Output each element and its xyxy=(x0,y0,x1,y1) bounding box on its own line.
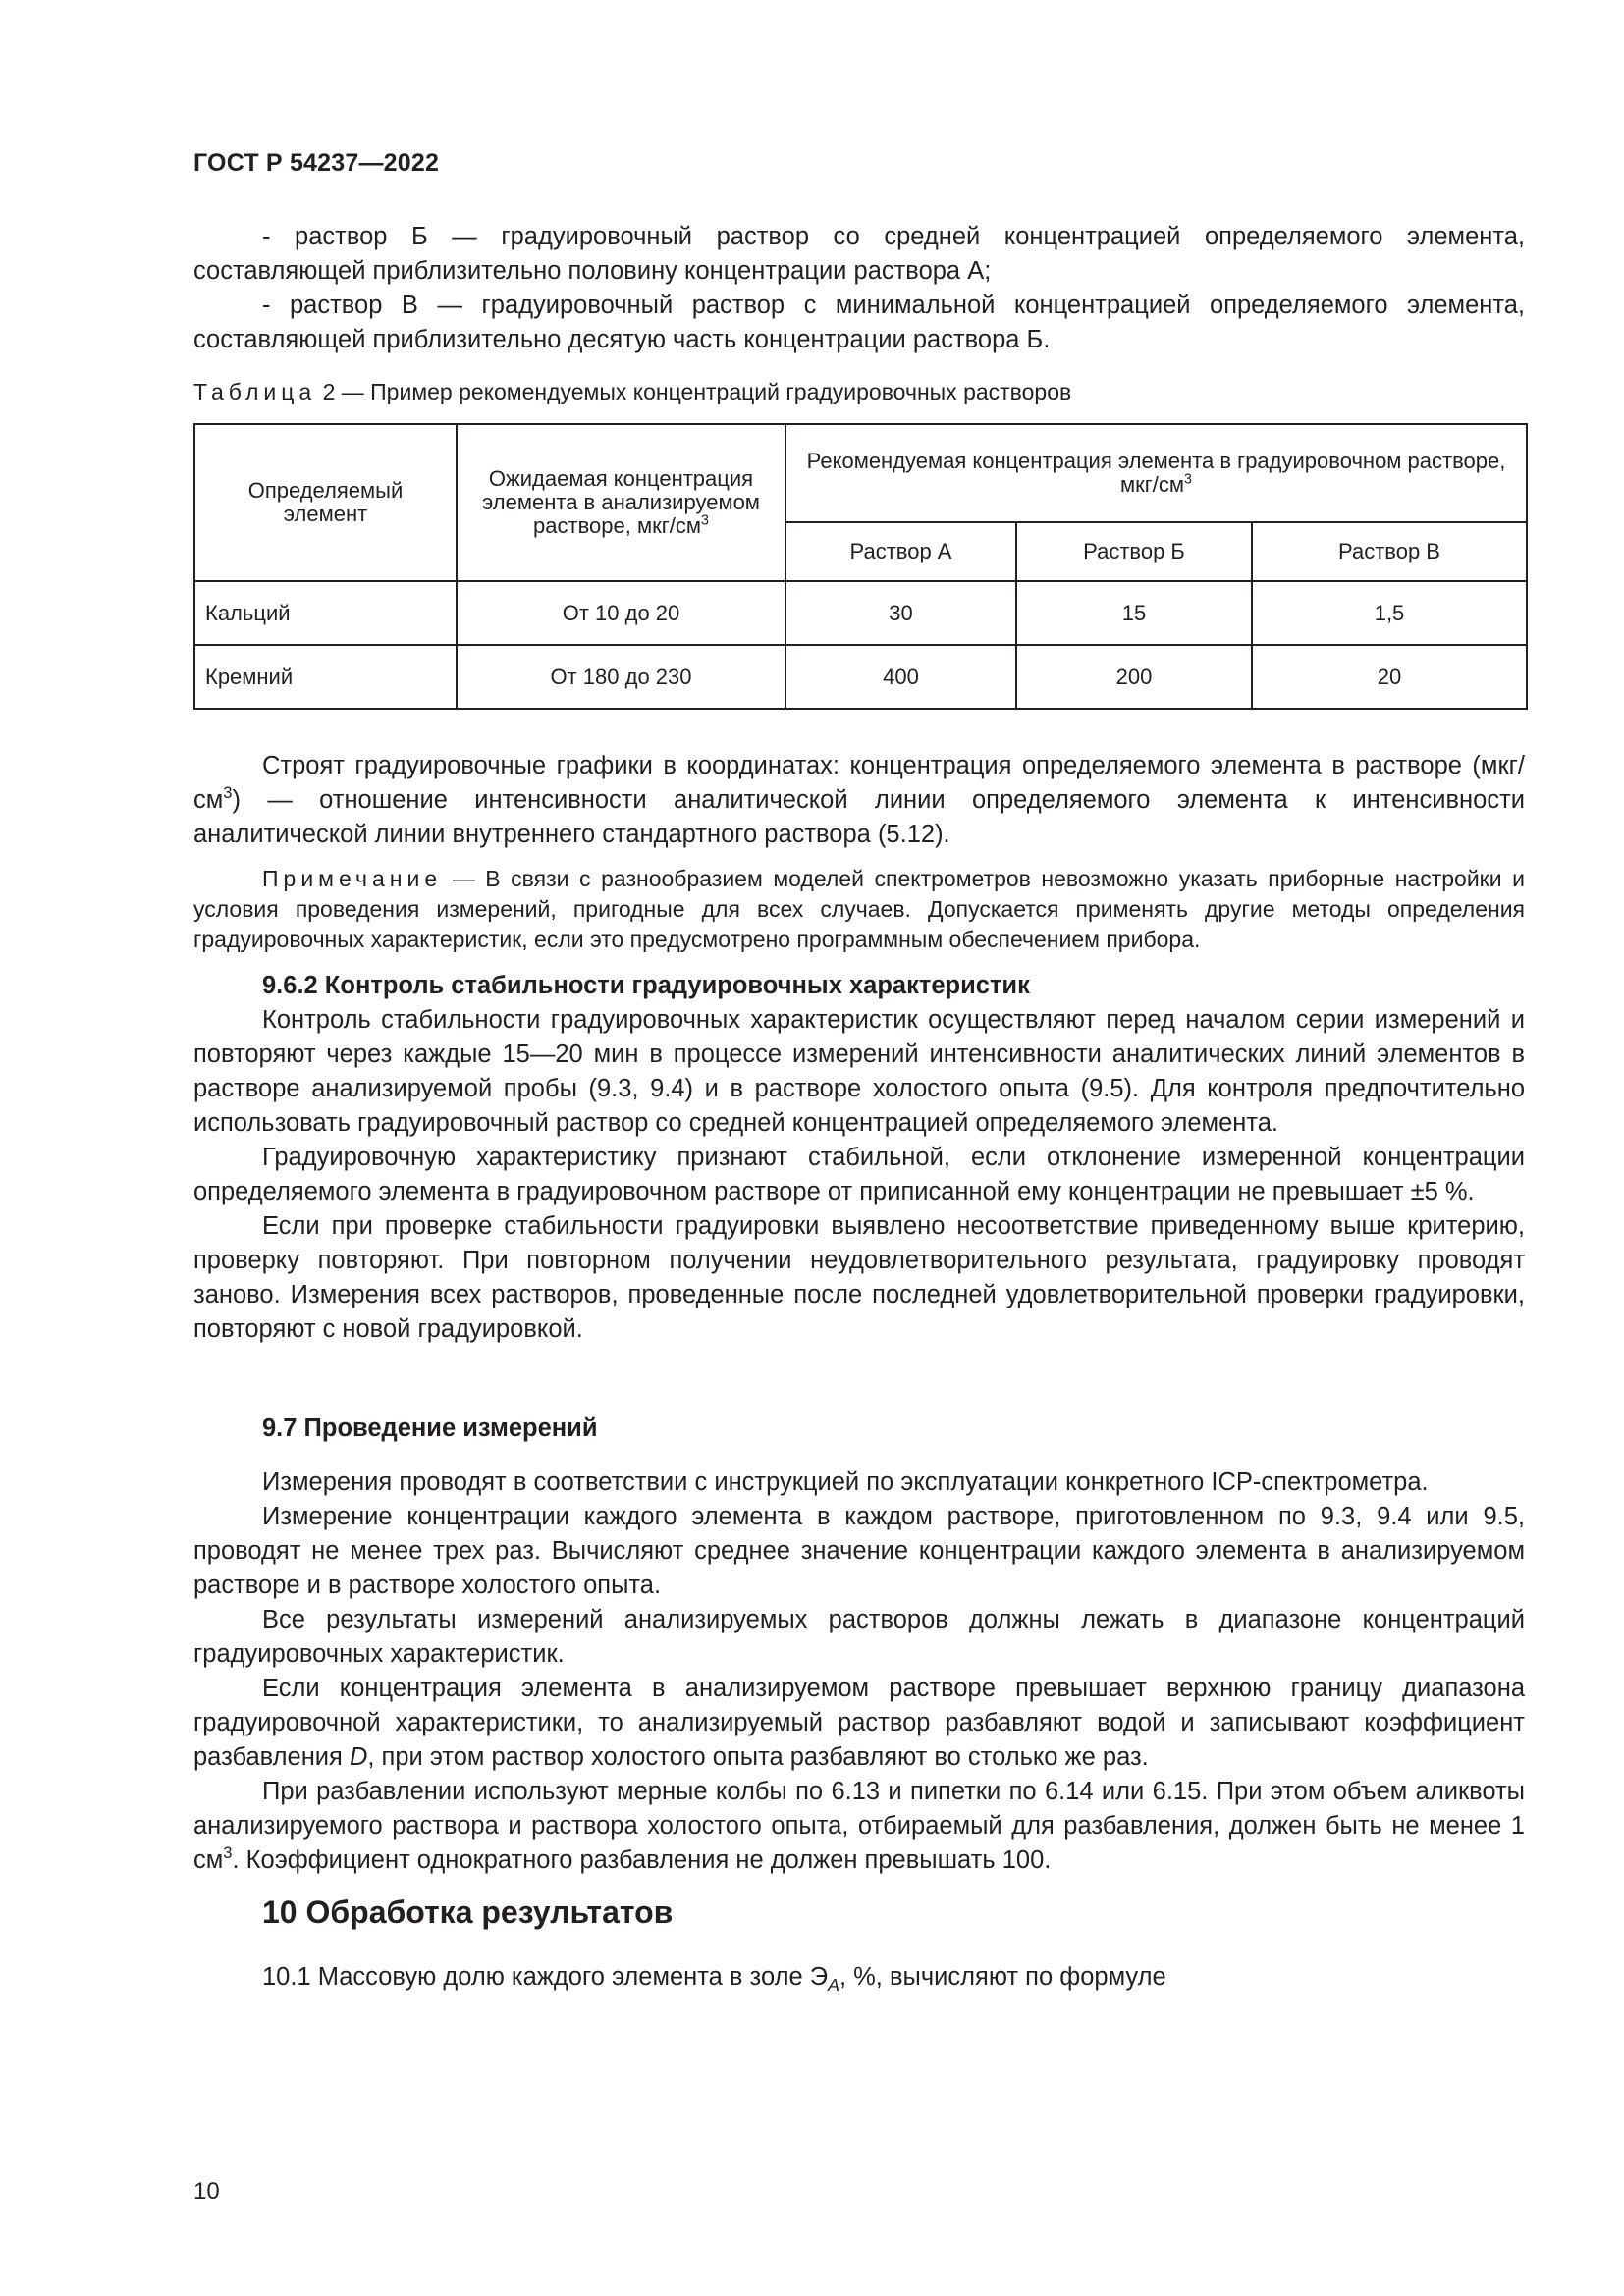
concentration-table xyxy=(193,423,1528,710)
col-header-solution-c: Раствор В xyxy=(1252,522,1527,581)
intro-list xyxy=(193,220,1525,357)
page-number: 10 xyxy=(193,2178,220,2205)
col-header-element: Определяемый элемент xyxy=(194,424,457,581)
col-header-expected: Ожидаемая концентрация элемента в анализируемом растворе, мкг/$см^3$ xyxy=(457,424,785,581)
table-cell: 400 xyxy=(785,645,1016,709)
paragraph: Все результаты измерений анализируемых растворов должны лежать в диапазоне концентраций градуировочных характеристик. xyxy=(193,1606,1525,1668)
col-header-solution-a: Раствор А xyxy=(785,522,1016,581)
section-heading: 9.6.2 Контроль стабильности градуировочных характеристик xyxy=(262,972,1030,999)
table-cell: 30 xyxy=(785,581,1016,645)
section-9-7 xyxy=(193,1412,1525,1878)
table-cell: Кальций xyxy=(194,581,457,645)
document-header: ГОСТ Р 54237—2022 xyxy=(193,149,440,177)
section-heading: 9.7 Проведение измерений xyxy=(262,1415,598,1442)
table-cell: 20 xyxy=(1252,645,1527,709)
table-cell: Кремний xyxy=(194,645,457,709)
note xyxy=(193,864,1525,955)
list-item: - раствор Б — градуировочный раствор со средней концентрацией определяемого элемента, составляющей приблизительно половину концентрации раствора А; xyxy=(193,223,1525,285)
col-header-solution-b: Раствор Б xyxy=(1016,522,1252,581)
paragraph: Контроль стабильности градуировочных характеристик осуществляют перед началом серии измерений и повторяют через каждые 15—20 мин в процессе измерений интенсивности аналитических линий элементов в растворе анализируемой пробы (9.3, 9.4) и в растворе холостого опыта (9.5). Для контроля предпочтительно использовать градуировочный раствор со средней концентрацией определяемого элемента. xyxy=(193,1006,1525,1137)
paragraph: При разбавлении используют мерные колбы по 6.13 и пипетки по 6.14 или 6.15. При этом объем аликвоты анализируемого раствора и раствора холостого опыта, отбираемый для разбавления, должен быть не менее 1 $см^3$. Коэффициент однократного разбавления не должен превышать 100. xyxy=(193,1778,1525,1874)
list-item: - раствор В — градуировочный раствор с минимальной концентрацией определяемого элемента, составляющей приблизительно десятую часть концентрации раствора Б. xyxy=(193,292,1525,353)
table-caption: Таблица 2 — Пример рекомендуемых концентраций градуировочных растворов xyxy=(193,379,1072,404)
table-cell: От 10 до 20 xyxy=(457,581,785,645)
section-9-6-2 xyxy=(193,969,1525,1347)
table-cell: 200 xyxy=(1016,645,1252,709)
col-header-recommended: Рекомендуемая концентрация элемента в градуировочном растворе, мкг/$см^3$ xyxy=(785,424,1527,522)
table-row xyxy=(194,581,1527,645)
note-label: Примечание xyxy=(262,866,443,891)
note-text: — В связи с разнообразием моделей спектрометров невозможно указать приборные настройки и условия проведения измерений, пригодные для всех случаев. Допускается применять другие методы определения градуировочных характеристик, если это предусмотрено программным обеспечением прибора. xyxy=(193,866,1525,952)
section-10-heading: 10 Обработка результатов xyxy=(262,1895,674,1930)
paragraph: Градуировочную характеристику признают стабильной, если отклонение измеренной концентрации определяемого элемента в градуировочном растворе от приписанной ему концентрации не превышает ±5 %. xyxy=(193,1144,1525,1205)
paragraph: Измерение концентрации каждого элемента в каждом растворе, приготовленном по 9.3, 9.4 или 9.5, проводят не менее трех раз. Вычисляют среднее значение концентрации каждого элемента в анализируемом растворе и в растворе холостого опыта. xyxy=(193,1503,1525,1599)
paragraph: Если концентрация элемента в анализируемом растворе превышает верхнюю границу диапазона градуировочной характеристики, то анализируемый раствор разбавляют водой и записывают коэффициент разбавления D, при этом раствор холостого опыта разбавляют во столько же раз. xyxy=(193,1675,1525,1771)
table-cell: 15 xyxy=(1016,581,1252,645)
table-cell: От 180 до 230 xyxy=(457,645,785,709)
graph-paragraph: Строят градуировочные графики в координатах: концентрация определяемого элемента в растворе $(мкг/см^3)$ — отношение интенсивности аналитической линии определяемого элемента к интенсивности аналитической линии внутреннего стандартного раствора (5.12). xyxy=(193,752,1525,848)
table-row xyxy=(194,645,1527,709)
paragraph: Измерения проводят в соответствии с инструкцией по эксплуатации конкретного ICP-спектрометра. xyxy=(262,1468,1429,1496)
paragraph: Если при проверке стабильности градуировки выявлено несоответствие приведенному выше критерию, проверку повторяют. При повторном получении неудовлетворительного результата, градуировку проводят заново. Измерения всех растворов, проведенные после последней удовлетворительной проверки градуировки, повторяют с новой градуировкой. xyxy=(193,1212,1525,1343)
table-cell: 1,5 xyxy=(1252,581,1527,645)
formula-intro: 10.1 Массовую долю каждого элемента в золе $Э_A$, %, вычисляют по формуле xyxy=(262,1963,1166,1996)
